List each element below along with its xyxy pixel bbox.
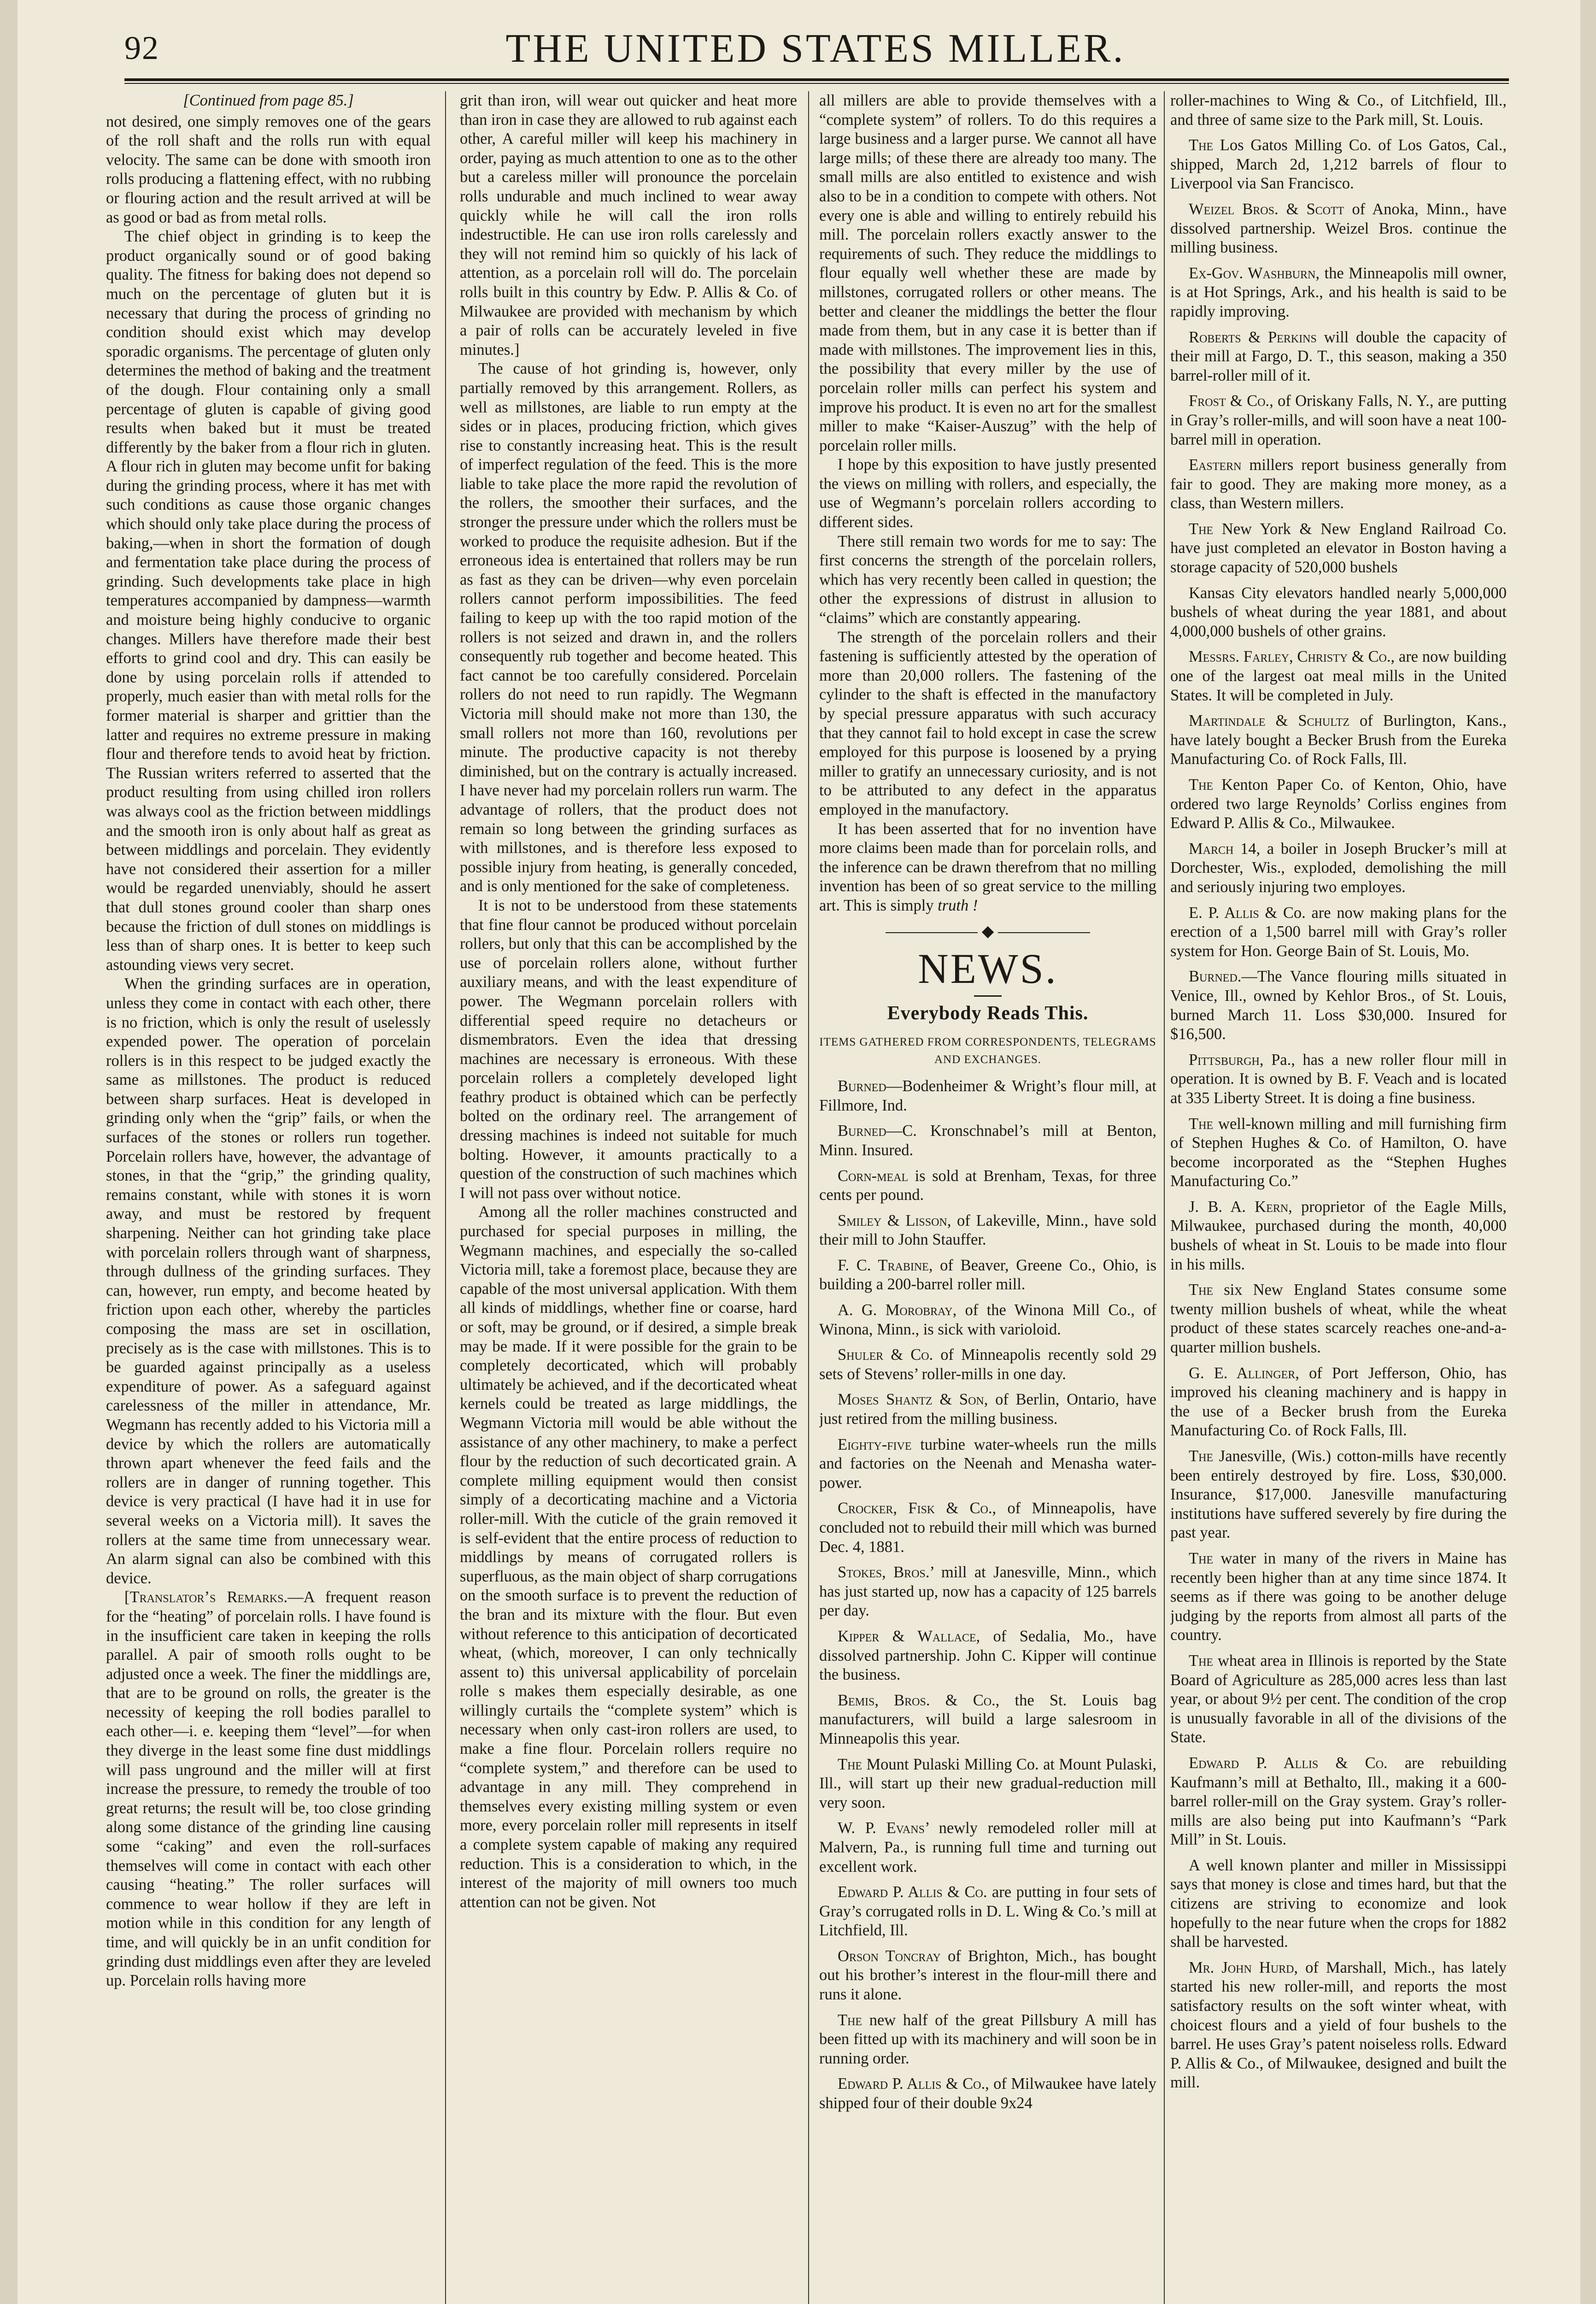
news-item-lead: Smiley & Lisson <box>838 1211 947 1229</box>
news-item-text: —C. Kronschnabel’s mill at Benton, Minn. Insured. <box>819 1122 1156 1159</box>
news-item <box>819 2075 1156 2113</box>
news-item-text: , the St. Louis bag manufacturers, will build a large salesroom in Minneapolis this year. <box>819 1691 1156 1747</box>
news-item-lead: Messrs. Farley, Christy & Co. <box>1189 648 1391 666</box>
news-item-lead: March <box>1189 840 1234 858</box>
column-divider <box>445 91 446 2304</box>
news-item <box>819 1563 1156 1621</box>
news-item-text: is sold at Brenham, Texas, for three cents per pound. <box>819 1167 1156 1204</box>
news-item-text: of Anoka, Minn., have dissolved partnership. Weizel Bros. continue the milling business. <box>1170 200 1507 257</box>
news-item-lead: The <box>1189 776 1214 793</box>
header-rule-thin <box>124 83 1509 84</box>
news-item <box>819 1883 1156 1940</box>
news-item-lead: Bemis, Bros. & Co. <box>838 1691 996 1709</box>
news-heading: NEWS. <box>918 945 1058 993</box>
news-item-lead: Moses Shantz & Son <box>838 1391 984 1409</box>
paragraph-emphasis: truth ! <box>938 896 978 914</box>
news-item <box>1170 456 1507 513</box>
news-item-text: , of Lakeville, Minn., have sold their mill to John Stauffer. <box>819 1211 1156 1249</box>
news-item-lead: Crocker, Fisk & Co. <box>838 1499 992 1517</box>
news-item <box>819 1390 1156 1428</box>
news-item-lead: Frost & Co. <box>1189 392 1270 410</box>
news-item-text: .—The Vance flouring mills situated in Venice, Ill., owned by Kehlor Bros., of St. Louis, burned March 11. Loss $30,000. Insured for $16,500. <box>1170 968 1507 1043</box>
news-item-text: , Pa., has a new roller flour mill in operation. It is owned by B. F. Veach and is located at 335 Liberty Street. It is doing a fine business. <box>1170 1051 1507 1107</box>
news-item-lead: The <box>838 2011 863 2029</box>
column-4 <box>1170 91 1507 2304</box>
news-item-text: ’ mill at Janesville, Minn., which has just started up, now has a capacity of 125 barrels per day. <box>819 1563 1156 1620</box>
news-item-lead: E. P. Allis <box>1189 904 1259 922</box>
news-item-lead: Weizel Bros. & Scott <box>1189 200 1344 218</box>
news-item-text: of Brighton, Mich., has bought out his brother’s interest in the flour-mill there and runs it alone. <box>819 1947 1156 2004</box>
news-item <box>819 1499 1156 1557</box>
paragraph <box>819 820 1156 916</box>
news-item-text: water in many of the rivers in Maine has recently been higher than at any time since 1874. It seems as if there was going to be another deluge judging by the reports from almost all parts of the country. <box>1170 1549 1507 1644</box>
news-item <box>1170 1364 1507 1440</box>
news-item-text: Kansas City elevators handled nearly 5,000,000 bushels of wheat during the year 1881, and about 4,000,000 bushels of other grains. <box>1170 584 1507 640</box>
news-item-lead: Edward P. Allis & Co. <box>1189 1754 1388 1772</box>
news-item <box>1170 840 1507 897</box>
news-item <box>1170 1958 1507 2092</box>
news-item-lead: Pittsburgh <box>1189 1051 1260 1069</box>
news-item-lead: Burned <box>838 1077 886 1095</box>
continued-note: [Continued from page 85.] <box>183 92 354 109</box>
paragraph: When the grinding surfaces are in operation, unless they come in contact with each other, there is no friction, which is only the result of uselessly expended power. The operation of porcelain rollers is in this respect to be judged exactly the same as millstones. The product is reduced between sharp surfaces. Heat is developed in grinding only when the “grip” fails, or when the surfaces of the stones or rollers run together. Porcelain rollers have, however, the advantage of stones, in that the “grip,” the grinding quality, remains constant, while with stones it is worn away, and must be restored by frequent sharpening. Neither can hot grinding take place with porcelain rollers through want of sharpness, through dullness of the grinding surfaces. They can, however, run empty, and become heated by friction upon each other, whereby the particles composing the mass are set in oscillation, precisely as is the case with millstones. This is to be guarded against principally as a useless expenditure of power. As a safeguard against carelessness of the miller in attendance, Mr. Wegmann has recently added to his Victoria mill a device by which the rollers are automatically thrown apart whenever the feed fails and the rollers are in danger of running together. This device is very practical (I have had it in use for several weeks on a Victoria mill). It saves the rollers at the same time from unnecessary wear. An alarm signal can also be combined with this device. <box>106 975 431 1587</box>
masthead-title: THE UNITED STATES MILLER. <box>505 26 1126 71</box>
news-item-text: , of Beaver, Greene Co., Ohio, is building a 200-barrel roller mill. <box>819 1256 1156 1293</box>
news-item <box>1170 1549 1507 1645</box>
news-item-lead: Burned <box>838 1122 886 1140</box>
news-item-lead: Martindale & Schultz <box>1189 712 1350 730</box>
news-item <box>1170 967 1507 1044</box>
news-item-lead: Eastern <box>1189 456 1242 474</box>
news-item-text: Kenton Paper Co. of Kenton, Ohio, have ordered two large Reynolds’ Corliss engines from Edward P. Allis & Co., Milwaukee. <box>1170 776 1507 832</box>
news-item <box>1170 1115 1507 1191</box>
news-item-text: , of Marshall, Mich., has lately started his new roller-mill, and reports the most satisfactory results on the soft winter wheat, with choicest flours and a yield of four bushels to the barrel. He uses Gray’s patent noiseless rolls. Edward P. Allis & Co., of Milwaukee, designed and built the mill. <box>1170 1958 1507 2092</box>
paragraph: It is not to be understood from these statements that fine flour cannot be produced without porcelain rollers, but only that this can be accomplished by the use of porcelain rollers alone, without further auxiliary means, and with the least expenditure of power. The Wegmann porcelain rollers with differential speed require no detacheurs or dismembrators. Even the idea that dressing machines are necessary is erroneous. With these porcelain rollers a completely developed light feathry product is obtained which can be perfectly bolted on the ordinary reel. The arrangement of dressing machines is indeed not suitable for much bolting. However, it amounts practically to a question of the construction of such machines which I will not pass over without notice. <box>460 896 797 1202</box>
news-item-lead: The <box>838 1755 863 1773</box>
paragraph: grit than iron, will wear out quicker and heat more than iron in case they are allowed to rub against each other, A careful miller will keep his machinery in order, paying as much attention to one as to the other but a careless miller will pronounce the porcelain rolls undurable and much inclined to wear away quickly while he will call the iron rolls indestructible. He can use iron rolls carelessly and they will not remind him so quickly of his lack of attention, as a porcelain roll will do. The porcelain rolls built in this country by Edw. P. Allis & Co. of Milwaukee are provided with mechanism by which a pair of rolls can be accurately leveled in five minutes.] <box>460 92 797 359</box>
paragraph: The chief object in grinding is to keep the product organically sound or of good baking quality. The fitness for baking does not depend so much on the percentage of gluten but it is necessary that during the process of grinding no condition should exist which may develop sporadic organisms. The percentage of gluten only determines the method of baking and the treatment of the dough. Flour containing only a small percentage of gluten is capable of giving good results when baked but it must be treated differently by the baker from a flour rich in gluten. A flour rich in gluten may become unfit for baking during the grinding process, where it has met with such conditions as cause those organic changes which should only take place during the process of baking,—when in short the formation of dough and fermentation take place during the process of grinding. Such developments take place in high temperatures accompanied by dampness—warmth and moisture being highly conducive to organic changes. Millers have therefore made their best efforts to grind cool and dry. This can easily be done by using porcelain rolls if attended to properly, much easier than with metal rolls for the former material is sharper and grittier than the latter and requires no extreme pressure in making flour and therefore tends to avoid heat by friction. The Russian writers referred to asserted that the product resulting from using chilled iron rollers was always cool as the friction between middlings and the smooth iron is only about half as great as between middlings and porcelain. They evidently have not considered their assertion for a miller would be regarded unenviably, should he assert that dull stones ground cooler than sharp ones because the friction of dull stones on middlings is less than of sharp ones. It is better to keep such astounding views very secret. <box>106 228 431 974</box>
column-2 <box>460 91 797 2304</box>
news-item <box>1170 711 1507 769</box>
news-item <box>1170 647 1507 705</box>
news-item-lead: G. E. Allinger <box>1189 1364 1296 1382</box>
header-rule <box>124 78 1509 81</box>
news-item <box>1170 136 1507 194</box>
scan-edge-right <box>1580 0 1596 2304</box>
news-item-text: well-known milling and mill furnishing firm of Stephen Hughes & Co. of Hamilton, O. have become incorporated as the “Stephen Hughes Manufacturing Co.” <box>1170 1115 1507 1190</box>
news-item-text: —Bodenheimer & Wright’s flour mill, at Fillmore, Ind. <box>819 1077 1156 1114</box>
news-item-lead: F. C. Trabine <box>838 1256 929 1274</box>
news-item-lead: The <box>1189 1447 1214 1465</box>
news-item-lead: The <box>1189 1281 1214 1299</box>
news-item <box>1170 1652 1507 1747</box>
news-item-text: are rebuilding Kaufmann’s mill at Bethalto, Ill., making it a 600-barrel roller-mill on the Gray system. Gray’s roller-mills are also being put into Kaufmann’s “Park Mill” in St. Louis. <box>1170 1754 1507 1849</box>
news-item <box>819 2011 1156 2069</box>
remarks-text: —A frequent reason for the “heating” of porcelain rolls. I have found is in the insufficient care taken in keeping the rolls parallel. A pair of smooth rolls ought to be adjusted once a week. The finer the middlings are, that are to be ground on rolls, the greater is the necessity of keeping the roll bodies parallel to each other—i. e. keeping them “level”—for when they diverge in the least some fine dust middlings will pass unground and the miller will at first increase the pressure, to remedy the trouble of too great returns; the result will be, too close grinding along some distance of the grinding line causing some “caking” and even the roll-surfaces themselves will come in contact with each other causing “heating.” The roller surfaces will commence to wear hollow if they are left in motion while in this condition for any length of time, and will quickly be in an unfit condition for grinding dust middlings even after they are leveled up. Porcelain rolls having more <box>106 1588 431 1990</box>
news-item-lead: Edward P. Allis & Co. <box>838 2075 986 2093</box>
column-3 <box>819 91 1156 2304</box>
news-item <box>1170 1051 1507 1108</box>
news-item-text: wheat area in Illinois is reported by the State Board of Agriculture as 285,000 acres less than last year, or about 9½ per cent. The condition of the crop is unusually favorable in all of the divisions of the State. <box>1170 1652 1507 1746</box>
news-item-text: 14, a boiler in Joseph Brucker’s mill at Dorchester, Wis., exploded, demolishing the mill and seriously injuring two employes. <box>1170 840 1507 896</box>
news-item-text: millers report business generally from fair to good. They are making more money, as a class, than Western millers. <box>1170 456 1507 512</box>
paragraph: The cause of hot grinding is, however, only partially removed by this arrangement. Rollers, as well as millstones, are liable to run empty at the sides or in places, producing friction, which gives rise to constantly increasing heat. This is the result of imperfect regulation of the feed. This is the more liable to take place the more rapid the revolution of the rollers, the smoother their surfaces, and the stronger the pressure under which the rollers must be worked to produce the requisite adhesion. But if the erroneous idea is entertained that rollers may be run as fast as they can be driven—why even porcelain rollers cannot perform impossibilities. The feed failing to keep up with the too rapid motion of the rollers is not seized and drawn in, and the rollers consequently rub together and become heated. This fact cannot be too carefully considered. Porcelain rollers do not need to run rapidly. The Wegmann Victoria mill should make not more than 130, the small rollers not more than 160, revolutions per minute. The productive capacity is not thereby diminished, but on the contrary is actually increased. I have never had my porcelain rollers run warm. The advantage of rollers, that the product does not remain so long between the grinding surfaces as with millstones, and is therefore less exposed to possible injury from heating, is generally conceded, and is only mentioned for the sake of completeness. <box>460 360 797 895</box>
news-item-lead: Edward P. Allis & Co. <box>838 1883 987 1901</box>
news-item <box>1170 200 1507 258</box>
news-item-lead: W. P. Evans <box>838 1819 925 1837</box>
news-item-text: are putting in four sets of Gray’s corrugated rolls in D. L. Wing & Co.’s mill at Litchfield, Ill. <box>819 1883 1156 1940</box>
news-item-lead: The <box>1189 1115 1214 1133</box>
news-item-lead: Orson Toncray <box>838 1947 941 1965</box>
news-item <box>819 1691 1156 1749</box>
paragraph: roller-machines to Wing & Co., of Litchfield, Ill., and three of same size to the Park mill, St. Louis. <box>1170 92 1507 129</box>
news-item-text: A well known planter and miller in Mississippi says that money is close and times hard, but that the citizens are striving to economize and look hopefully to the near future when the crops for 1882 shall be harvested. <box>1170 1856 1507 1951</box>
news-item-lead: Eighty-five <box>838 1435 912 1453</box>
news-item <box>819 1301 1156 1339</box>
remarks-label: [Translator’s Remarks. <box>124 1588 288 1606</box>
news-item-lead: Roberts & Perkins <box>1189 328 1317 346</box>
news-item <box>1170 328 1507 386</box>
paragraph: I hope by this exposition to have justly presented the views on milling with rollers, and especially, the use of Wegmann’s porcelain rollers according to different sides. <box>819 456 1156 531</box>
page-header <box>124 25 1507 78</box>
news-item <box>1170 1856 1507 1952</box>
news-item <box>1170 1447 1507 1543</box>
news-item <box>1170 584 1507 641</box>
news-item-text: of Burlington, Kans., have lately bought a Becker Brush from the Eureka Manufacturing Co. of Rock Falls, Ill. <box>1170 712 1507 768</box>
page-number: 92 <box>124 29 159 66</box>
news-item-text: new half of the great Pillsbury A mill has been fitted up with its machinery and will soon be in running order. <box>819 2011 1156 2067</box>
news-item-lead: Stokes, Bros. <box>838 1563 930 1581</box>
scan-edge-left <box>0 0 18 2304</box>
news-item-text: ’ newly remodeled roller mill at Malvern, Pa., is running full time and turning out excellent work. <box>819 1819 1156 1875</box>
news-item <box>819 1346 1156 1384</box>
news-item <box>1170 264 1507 322</box>
column-divider <box>1164 91 1165 2304</box>
news-caption: ITEMS GATHERED FROM CORRESPONDENTS, TELEGRAMS AND EXCHANGES. <box>819 1036 1156 1066</box>
news-item <box>819 1167 1156 1205</box>
news-item <box>819 1819 1156 1876</box>
news-item <box>819 1122 1156 1160</box>
news-item <box>1170 1198 1507 1274</box>
section-divider: ◆ <box>819 922 1156 941</box>
news-item-text: , the Minneapolis mill owner, is at Hot Springs, Ark., and his health is said to be rapidly improving. <box>1170 264 1507 320</box>
column-divider <box>808 91 809 2304</box>
news-subheading: Everybody Reads This. <box>887 1003 1089 1024</box>
news-item-text: , of Milwaukee have lately shipped four of their double 9x24 <box>819 2075 1156 2112</box>
news-item-lead: Mr. John Hurd <box>1189 1958 1294 1976</box>
news-item <box>819 1435 1156 1493</box>
news-item-text: Janesville, (Wis.) cotton-mills have recently been entirely destroyed by fire. Loss, $30,000. Insurance, $17,000. Janesville manufacturing institutions have suffered severely by fire during the past year. <box>1170 1447 1507 1542</box>
news-item-text: will double the capacity of their mill at Fargo, D. T., this season, making a 350 barrel-roller mill of it. <box>1170 328 1507 384</box>
news-item-lead: The <box>1189 136 1214 154</box>
paragraph: There still remain two words for me to say: The first concerns the strength of the porcelain rollers, which has very recently been called in question; the other the expressions of distrust in allusion to “claims” which are constantly appearing. <box>819 532 1156 627</box>
paragraph <box>106 1588 431 1990</box>
news-item <box>819 1256 1156 1294</box>
news-item <box>1170 776 1507 833</box>
news-item <box>1170 1754 1507 1850</box>
news-item-lead: The <box>1189 1652 1214 1669</box>
news-item-text: New York & New England Railroad Co. have just completed an elevator in Boston having a storage capacity of 520,000 bushels <box>1170 520 1507 576</box>
news-item <box>1170 1281 1507 1357</box>
news-item-text: , of Minneapolis, have concluded not to rebuild their mill which was burned Dec. 4, 1881. <box>819 1499 1156 1556</box>
news-item-lead: J. B. A. Kern <box>1189 1198 1289 1216</box>
news-item-text: , of Sedalia, Mo., have dissolved partnership. John C. Kipper will continue the business. <box>819 1627 1156 1684</box>
news-item <box>819 1627 1156 1685</box>
news-item-lead: The <box>1189 1549 1214 1567</box>
news-item-lead: Ex-Gov. Washburn <box>1189 264 1316 282</box>
paragraph-text: It has been asserted that for no invention have more claims been made than for porcelain rolls, and the inference can be drawn therefrom that no milling invention has been of so great service to the milling art. This is simply <box>819 820 1156 914</box>
news-item-lead: Shuler & Co. <box>838 1346 933 1364</box>
news-item-lead: A. G. Morobray <box>838 1301 953 1319</box>
column-1 <box>106 91 431 2304</box>
news-item <box>1170 520 1507 577</box>
news-items <box>1170 136 1507 2092</box>
news-item-text: , of Port Jefferson, Ohio, has improved his cleaning machinery and is happy in the use of a Becker brush from the Eureka Manufacturing Co. of Rock Falls, Ill. <box>1170 1364 1507 1440</box>
news-item-lead: Corn-meal <box>838 1167 909 1185</box>
news-item-text: , proprietor of the Eagle Mills, Milwaukee, purchased during the month, 40,000 bushels of wheat in St. Louis to be made into flour in his mills. <box>1170 1198 1507 1273</box>
news-item-text: , of Berlin, Ontario, have just retired from the milling business. <box>819 1391 1156 1428</box>
news-item-text: & Co. are now making plans for the erection of a 1,500 barrel mill with Gray’s roller system for Hon. George Bain of St. Louis, Mo. <box>1170 904 1507 960</box>
news-items <box>819 1077 1156 2113</box>
news-item-text: of Minneapolis recently sold 29 sets of Stevens’ roller-mills in one day. <box>819 1346 1156 1383</box>
news-item <box>819 1211 1156 1250</box>
news-item-text: turbine water-wheels run the mills and factories on the Neenah and Menasha water-power. <box>819 1435 1156 1492</box>
news-item <box>1170 904 1507 961</box>
news-item-text: , of the Winona Mill Co., of Winona, Minn., is sick with varioloid. <box>819 1301 1156 1338</box>
news-item-text: Los Gatos Milling Co. of Los Gatos, Cal., shipped, March 2d, 1,212 barrels of flour to Liverpool via San Francisco. <box>1170 136 1507 193</box>
news-item-text: , are now building one of the largest oat meal mills in the United States. It will be completed in July. <box>1170 648 1507 704</box>
paragraph: The strength of the porcelain rollers and their fastening is sufficiently attested by the operation of more than 20,000 rollers. The fastening of the cylinder to the shaft is effected in the manufactory by special pressure apparatus with such accuracy that they cannot fail to hold except in case the screw employed for this purpose is loosened by a prying miller to gratify an unnecessary curiosity, and is not to be attributed to any defect in the apparatus employed in the manufactory. <box>819 628 1156 818</box>
news-item-text: six New England States consume some twenty million bushels of wheat, while the wheat product of these states scarcely reaches one-and-a-quarter million bushels. <box>1170 1281 1507 1357</box>
paragraph: not desired, one simply removes one of the gears of the roll shaft and the rolls run with equal velocity. The same can be done with smooth iron rolls producing a flattening effect, with no rubbing or flouring action and the result arrived at will be as good or bad as from metal rolls. <box>106 112 431 226</box>
heading-rule <box>974 995 1002 997</box>
news-item-text: Mount Pulaski Milling Co. at Mount Pulaski, Ill., will start up their new gradual-reduction mill very soon. <box>819 1755 1156 1811</box>
news-item <box>819 1947 1156 2004</box>
paragraph: Among all the roller machines constructed and purchased for special purposes in milling, the Wegmann machines, and especially the so-called Victoria mill, take a foremost place, because they are capable of the most universal application. With them all kinds of middlings, whether fine or coarse, hard or soft, may be ground, or if desired, a simple break may be made. If it were possible for the grain to be completely decorticated, which will probably ultimately be achieved, and if the decorticated wheat kernels could be treated as large middlings, the Wegmann Victoria mill would be able without the assistance of any other machinery, to make a perfect flour by the reduction of such decorticated grain. A complete milling equipment would then consist simply of a decorticating machine and a Victoria roller-mill. With the cuticle of the grain removed it is self-evident that the entire process of reduction to middlings by means of corrugated rollers is superfluous, as the main object of sharp corrugations on the smooth surface is to prevent the reduction of the bran and its mixture with the flour. But even without reference to this anticipation of decorticated wheat, (which, moreover, I can only technically assent to) this universal applicability of porcelain rolle s makes them especially desirable, as one willingly curtails the “complete system” which is necessary when only cast-iron rollers are used, to make a fine flour. Porcelain rollers require no “complete system,” and therefore can be used to advantage in any mill. They comprehend in themselves every existing milling system or even more, every porcelain roller mill represents in itself a complete system capable of making any required reduction. This is a consideration to which, in the interest of the majority of mill owners too much attention can not be given. Not <box>460 1203 797 1911</box>
news-item-lead: Kipper & Wallace <box>838 1627 976 1645</box>
news-item <box>1170 392 1507 449</box>
news-item <box>819 1755 1156 1813</box>
news-item-lead: The <box>1189 520 1214 538</box>
news-item-lead: Burned <box>1189 968 1238 986</box>
paragraph: all millers are able to provide themselves with a “complete system” of rollers. To do this requires a large business and a larger purse. We cannot all have large mills; of these there are already too many. The small mills are also entitled to existence and wish also to be in a condition to compete with others. Not every one is able and willing to entirely rebuild his mill. The porcelain rollers exactly answer to the requirements of such. They reduce the middlings to flour equally well whether these are made by millstones, corrugated rollers or other means. The better and cleaner the middlings the better the flour made from them, but in any case it is better than if made with millstones. The improvement lies in this, the possibility that every miller by the use of porcelain roller mills can perfect his system and improve his product. It is even no art for the smallest miller to make “Kaiser-Auszug” with the help of porcelain roller mills. <box>819 92 1156 454</box>
news-item <box>819 1077 1156 1115</box>
news-item-text: , of Oriskany Falls, N. Y., are putting in Gray’s roller-mills, and will soon have a neat 100-barrel mill in operation. <box>1170 392 1507 448</box>
